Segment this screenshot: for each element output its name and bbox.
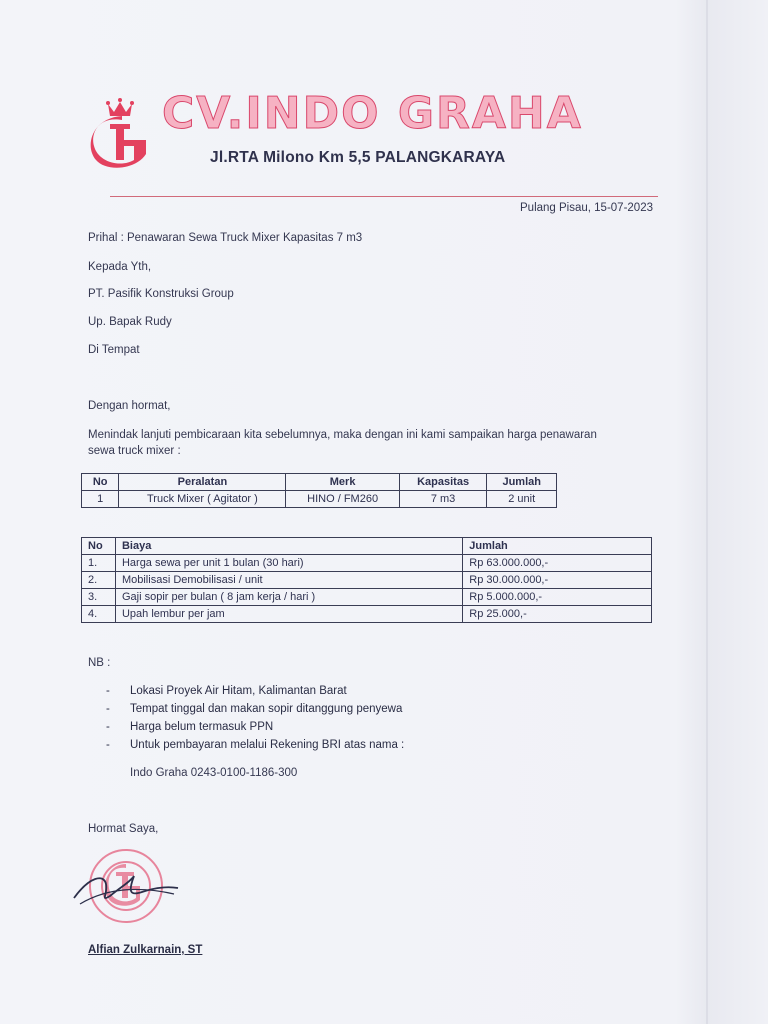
table-cell: Truck Mixer ( Agitator ) (119, 491, 286, 508)
company-stamp-icon (70, 846, 180, 926)
table-row (82, 589, 652, 606)
header-divider (110, 196, 658, 197)
table-cell: 4. (82, 606, 116, 623)
table-cell: Rp 63.000.000,- (463, 555, 652, 572)
table-cell: 2 unit (487, 491, 557, 508)
nb-label: NB : (88, 657, 111, 669)
table-cell: 3. (82, 589, 116, 606)
paper-edge (706, 0, 708, 1024)
table-header-row (82, 474, 557, 491)
table-header-row (82, 538, 652, 555)
table-header: Jumlah (463, 538, 652, 555)
list-item: - Harga belum termasuk PPN (106, 721, 274, 733)
table-cell: 1. (82, 555, 116, 572)
list-item: - Lokasi Proyek Air Hitam, Kalimantan Barat (106, 685, 347, 697)
recipient-greeting: Kepada Yth, (88, 261, 152, 273)
table-cell: HINO / FM260 (286, 491, 399, 508)
table-cell: Rp 5.000.000,- (463, 589, 652, 606)
table-header: Peralatan (119, 474, 286, 491)
table-row (82, 555, 652, 572)
table-cell: Mobilisasi Demobilisasi / unit (115, 572, 462, 589)
table-header: Biaya (115, 538, 462, 555)
table-cell: 2. (82, 572, 116, 589)
recipient-company: PT. Pasifik Konstruksi Group (88, 288, 234, 300)
recipient-attention: Up. Bapak Rudy (88, 316, 172, 328)
table-cell: Upah lembur per jam (115, 606, 462, 623)
bank-account: Indo Graha 0243-0100-1186-300 (130, 767, 298, 779)
cost-table (81, 537, 652, 623)
notes-list (106, 682, 404, 754)
table-cell: Rp 25.000,- (463, 606, 652, 623)
opening-salutation: Dengan hormat, (88, 400, 171, 412)
company-name: CV.INDO GRAHA (162, 88, 583, 139)
body-line-1: Menindak lanjuti pembicaraan kita sebelumnya, maka dengan ini kami sampaikan harga penawaran (88, 429, 597, 441)
table-header: Kapasitas (399, 474, 487, 491)
table-row (82, 491, 557, 508)
letter-subject: Prihal : Penawaran Sewa Truck Mixer Kapasitas 7 m3 (88, 232, 363, 244)
table-header: No (82, 538, 116, 555)
table-cell: 7 m3 (399, 491, 487, 508)
table-cell: Rp 30.000.000,- (463, 572, 652, 589)
table-cell: Harga sewa per unit 1 bulan (30 hari) (115, 555, 462, 572)
table-row (82, 572, 652, 589)
table-header: No (82, 474, 119, 491)
note-text: Harga belum termasuk PPN (130, 721, 274, 733)
equipment-table (81, 473, 557, 508)
table-cell: Gaji sopir per bulan ( 8 jam kerja / hari ) (115, 589, 462, 606)
table-row (82, 606, 652, 623)
table-header: Jumlah (487, 474, 557, 491)
table-header: Merk (286, 474, 399, 491)
list-item: - Tempat tinggal dan makan sopir ditanggung penyewa (106, 703, 403, 715)
company-address: Jl.RTA Milono Km 5,5 PALANGKARAYA (210, 149, 506, 166)
company-logo-icon (86, 94, 158, 174)
closing: Hormat Saya, (88, 823, 159, 835)
list-item: - Untuk pembayaran melalui Rekening BRI atas nama : (106, 739, 405, 751)
letter-date: Pulang Pisau, 15-07-2023 (520, 202, 653, 214)
note-text: Lokasi Proyek Air Hitam, Kalimantan Barat (130, 685, 347, 697)
signatory-name: Alfian Zulkarnain, ST (88, 944, 203, 956)
table-cell: 1 (82, 491, 119, 508)
recipient-place: Di Tempat (88, 344, 140, 356)
note-text: Untuk pembayaran melalui Rekening BRI atas nama : (130, 739, 405, 751)
note-text: Tempat tinggal dan makan sopir ditanggung penyewa (130, 703, 403, 715)
body-line-2: sewa truck mixer : (88, 445, 181, 457)
